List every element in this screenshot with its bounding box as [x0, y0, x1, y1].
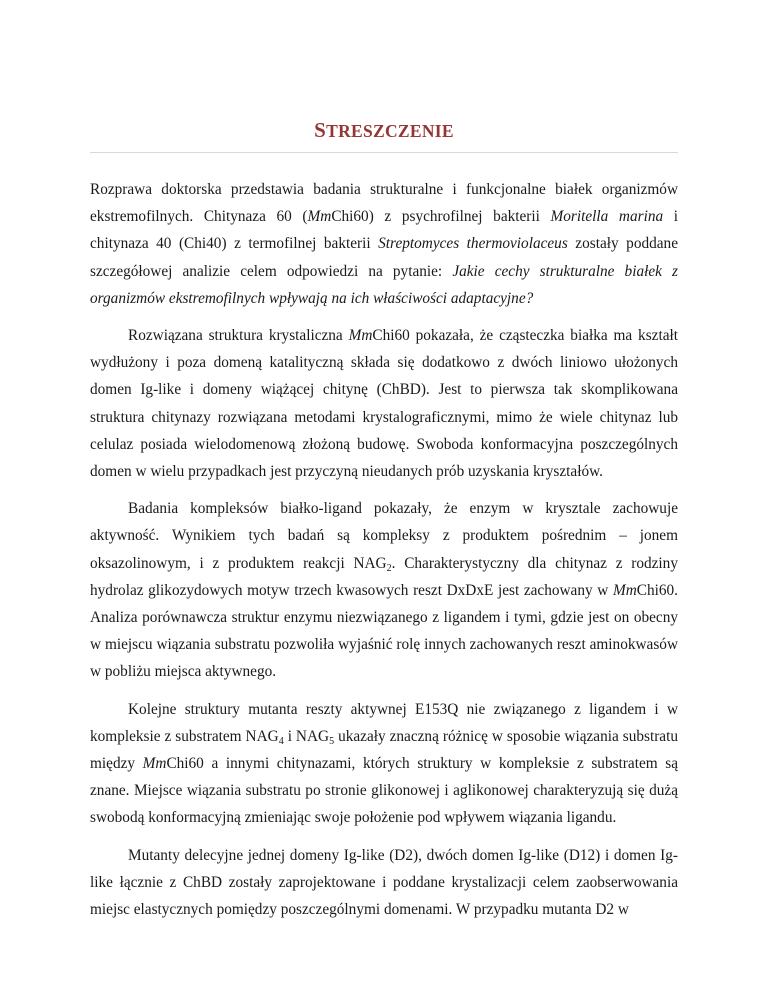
paragraph-text: Kolejne struktury mutanta reszty aktywnej E153Q nie związanego z ligandem i w kompleksie z substratem NAG: [90, 700, 678, 745]
paragraph-text: Chi60) z psychrofilnej bakterii: [331, 208, 551, 226]
italic-text: Moritella marina: [550, 208, 664, 226]
paragraph-text: Badania kompleksów białko-ligand pokazały, że enzym w krysztale zachowuje aktywność. Wynikiem tych badań są kompleksy z produktem pośrednim – jonem oksazolinowym, i z produktem reakcji NAG: [90, 500, 678, 572]
paragraph-text: Chi60 a innymi chitynazami, których struktury w kompleksie z substratem są znane. Miejsce wiązania substratu po stronie glikonowej i aglikonowej charakteryzują się dużą swobodą konformacyjną zmieniając swoje położenie pod wpływem wiązania ligandu.: [90, 755, 678, 827]
paragraph-text: i chitynaza 40 (Chi40) z termofilnej bakterii: [90, 208, 679, 253]
italic-text: Mm: [142, 755, 167, 773]
paragraph: [90, 696, 678, 832]
italic-text: Mm: [348, 327, 373, 345]
paragraph-text: ukazały znaczną różnicę w sposobie wiązania substratu między: [90, 727, 678, 773]
paragraph: [90, 842, 678, 924]
paragraph-text: Chi60 pokazała, że cząsteczka białka ma kształt wydłużony i poza domeną katalityczną składa się dodatkowo z dwóch liniowo ułożonych domen Ig-like i domeny wiążącej chitynę (ChBD). Jest to pierwsza tak skomplikowana struktura chitynazy rozwiązana metodami krystalograficznymi, mimo że wiele chitynaz lub celulaz posiada wielodomenową złożoną budowę. Swoboda konformacyjna poszczególnych domen w wielu przypadkach jest przyczyną nieudanych prób uzyskania kryształów.: [90, 327, 678, 481]
paragraph: [90, 495, 678, 685]
subscript-text: 5: [329, 735, 335, 747]
section-title: [0, 118, 768, 143]
paragraph-text: . Charakterystyczny dla chitynaz z rodziny hydrolaz glikozydowych motyw trzech kwasowych reszt DxDxE jest zachowany w: [90, 554, 678, 599]
paragraph-text: Chi60. Analiza porównawcza struktur enzymu niezwiązanego z ligandem i tymi, gdzie jest on obecny w miejscu wiązania substratu pozwoliła wyjaśnić rolę innych zachowanych reszt aminokwasów w pobliżu miejsca aktywnego.: [90, 581, 678, 681]
paragraph-text: Rozwiązana struktura krystaliczna: [128, 327, 349, 345]
italic-text: Streptomyces thermoviolaceus: [378, 235, 568, 253]
paragraph-text: zostały poddane szczegółowej analizie celem odpowiedzi na pytanie:: [90, 235, 678, 280]
paragraph-text: Mutanty delecyjne jednej domeny Ig-like (D2), dwóch domen Ig-like (D12) i domen Ig-like łącznie z ChBD zostały zaprojektowane i poddane krystalizacji celem zaobserwowania miejsc elastycznych pomiędzy poszczególnymi domenami. W przypadku mutanta D2 w: [90, 846, 678, 919]
paragraph: [90, 322, 678, 485]
title-divider: [90, 152, 678, 153]
subscript-text: 4: [278, 735, 284, 747]
paragraph: [90, 176, 678, 312]
italic-text: Mm: [307, 208, 332, 226]
paragraph-text: i NAG: [283, 727, 330, 745]
section-title-initial: S: [314, 118, 327, 142]
italic-text: Mm: [612, 581, 637, 599]
section-title-rest: TRESZCZENIE: [326, 121, 454, 141]
subscript-text: 2: [386, 562, 392, 574]
paragraph-text: Rozprawa doktorska przedstawia badania strukturalne i funkcjonalne białek organizmów ekstremofilnych. Chitynaza 60 (: [90, 181, 678, 226]
abstract-body: [90, 176, 678, 933]
italic-text: Jakie cechy strukturalne białek z organizmów ekstremofilnych wpływają na ich właściwości adaptacyjne?: [90, 262, 678, 307]
